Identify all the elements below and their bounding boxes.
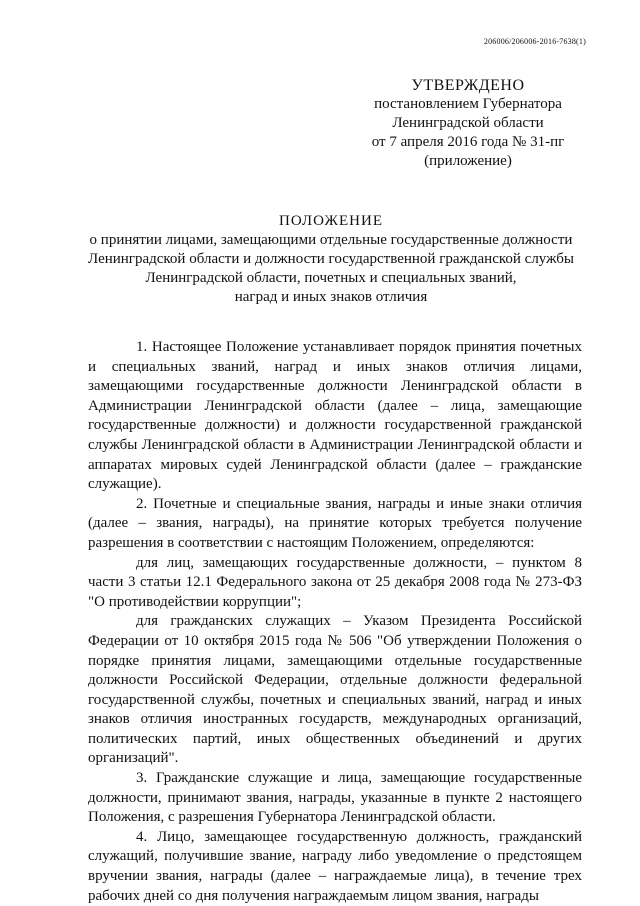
paragraph-1: 1. Настоящее Положение устанавливает порядок принятия почетных и специальных званий, наград и иных знаков отличия лицами, замещающими государственные должности Ленинградской области в Администрации Ленинградской области (далее – лица, замещающие государственные должности) и должности государственной гражданской службы Ленинградской области в Администрации Ленинградской области и аппаратах мировых судей Ленинградской области (далее – гражданские служащие). <box>88 339 582 493</box>
document-subtitle-4: наград и иных знаков отличия <box>234 289 428 305</box>
document-subtitle-1: о принятии лицами, замещающими отдельные государственные должности <box>89 232 573 248</box>
approval-stamp <box>368 76 568 171</box>
document-heading: ПОЛОЖЕНИЕ <box>279 213 383 229</box>
approval-line-3: от 7 апреля 2016 года № 31-пг <box>371 134 565 150</box>
paragraph-2-item-2: для гражданских служащих – Указом Президента Российской Федерации от 10 октября 2015 года № 506 "Об утверждении Положения о порядке принятия лицами, замещающими отдельные государственные должности Российской Федерации, отдельные должности федеральной государственной службы, почетных и специальных званий, наград и иных знаков отличия иностранных государств, международных организаций, политических партий, иных общественных объединений и других организаций". <box>88 613 582 767</box>
document-body <box>88 338 582 906</box>
approval-line-4: (приложение) <box>424 153 512 169</box>
approval-line-1: постановлением Губернатора <box>374 96 562 112</box>
document-subtitle-3: Ленинградской области, почетных и специальных званий, <box>145 270 517 286</box>
paragraph-3: 3. Гражданские служащие и лица, замещающие государственные должности, принимают звания, награды, указанные в пункте 2 настоящего Положения, с разрешения Губернатора Ленинградской области. <box>88 770 582 826</box>
paragraph-4: 4. Лицо, замещающее государственную должность, гражданский служащий, получившие звание, награду либо уведомление о предстоящем вручении звания, награды (далее – награждаемые лица), в течение трех рабочих дней со дня получения награждаемым лицом звания, награды <box>88 828 582 904</box>
document-title <box>84 212 578 307</box>
paragraph-2: 2. Почетные и специальные звания, награды и иные знаки отличия (далее – звания, награды), на принятие которых требуется получение разрешения в соответствии с настоящим Положением, определяются: <box>88 495 582 551</box>
document-code: 206006/206006-2016-7638(1) <box>483 37 586 46</box>
approval-line-2: Ленинградской области <box>392 115 544 131</box>
document-subtitle-2: Ленинградской области и должности государственной гражданской службы <box>88 251 574 267</box>
paragraph-2-item-1: для лиц, замещающих государственные должности, – пунктом 8 части 3 статьи 12.1 Федерального закона от 25 декабря 2008 года № 273-ФЗ "О противодействии коррупции"; <box>88 554 582 610</box>
approval-title: УТВЕРЖДЕНО <box>411 77 525 94</box>
